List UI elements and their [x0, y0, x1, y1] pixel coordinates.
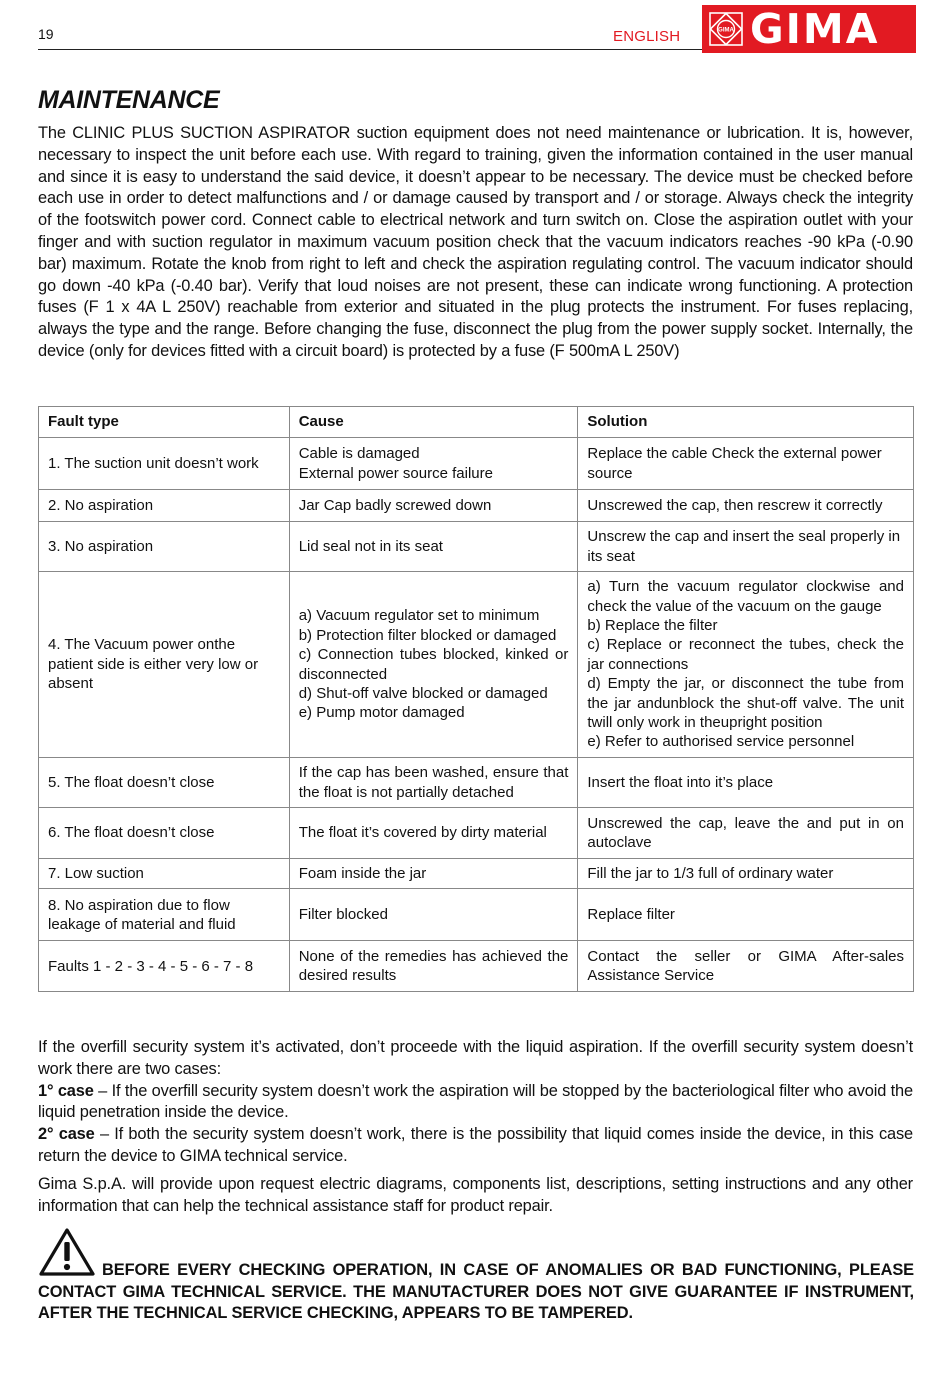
solution-cell	[578, 490, 914, 522]
fault-table	[38, 406, 914, 992]
solution-cell	[578, 808, 914, 859]
fault-cell: 4. The Vacuum power onthe patient side is either very low or absent	[39, 572, 290, 758]
solution-line: c) Replace or reconnect the tubes, check the jar connections	[587, 636, 904, 673]
logo-mark-text: GIMA	[718, 27, 734, 34]
solution-cell	[578, 438, 914, 490]
warning-text: BEFORE EVERY CHECKING OPERATION, IN CASE OF ANOMALIES OR BAD FUNCTIONING, PLEASE CONTACT GIMA TECHNICAL SERVICE. THE MANUTACTURER DOES NOT GIVE GUARANTEE IF INSTRUMENT, AFTER THE TECHNICAL SERVICE CHECKING, APPEARS TO BE TAMPERED.	[38, 1261, 914, 1323]
fault-cell: 6. The float doesn’t close	[39, 808, 290, 859]
case-2-label: 2° case	[38, 1125, 95, 1144]
service-info-paragraph: Gima S.p.A. will provide upon request electric diagrams, components list, descriptions, setting instructions and any other information that can help the technical assistance staff for product repair.	[38, 1174, 913, 1215]
solution-cell	[578, 941, 914, 992]
fault-cell: 3. No aspiration	[39, 522, 290, 572]
table-row	[39, 572, 914, 758]
cause-line: d) Shut-off valve blocked or damaged	[298, 684, 548, 702]
solution-line: a) Turn the vacuum regulator clockwise and check the value of the vacuum on the gauge	[587, 578, 904, 615]
table-row	[39, 758, 914, 808]
solution-line: Insert the float into it’s place	[587, 773, 774, 791]
solution-line: Replace the cable Check the external power source	[587, 445, 882, 482]
table-row	[39, 808, 914, 859]
solution-cell	[578, 758, 914, 808]
table-header-row	[39, 407, 914, 438]
cause-cell	[289, 889, 578, 941]
cause-line: a) Vacuum regulator set to minimum	[298, 607, 540, 625]
solution-cell	[578, 859, 914, 889]
solution-cell	[578, 572, 914, 758]
case-2-text: – If both the security system doesn’t work, there is the possibility that liquid comes inside the device, in this case return the device to GIMA technical service.	[38, 1125, 913, 1165]
cause-line: If the cap has been washed, ensure that the float is not partially detached	[298, 764, 569, 801]
cause-line: External power source failure	[298, 464, 493, 482]
overfill-intro: If the overfill security system it’s activated, don’t proceede with the liquid aspiration. If the overfill security system doesn’t work there are two cases:	[38, 1038, 913, 1078]
cause-cell	[289, 490, 578, 522]
solution-line: Unscrew the cap and insert the seal properly in its seat	[587, 528, 901, 565]
solution-line: Fill the jar to 1/3 full of ordinary water	[587, 865, 834, 882]
header-fault-type: Fault type	[39, 407, 290, 438]
cause-line: Foam inside the jar	[298, 865, 427, 882]
overfill-section	[38, 1037, 913, 1217]
cause-cell	[289, 941, 578, 992]
language-label: ENGLISH	[613, 28, 681, 45]
fault-cell: 2. No aspiration	[39, 490, 290, 522]
solution-line: b) Replace the filter	[587, 616, 718, 634]
header-cause: Cause	[289, 407, 578, 438]
solution-line: e) Refer to authorised service personnel	[587, 733, 855, 751]
logo-text: GIMA	[750, 5, 880, 53]
warning-triangle-icon	[38, 1227, 96, 1277]
table-row	[39, 522, 914, 572]
page-number: 19	[38, 26, 54, 42]
solution-cell	[578, 889, 914, 941]
cause-cell	[289, 808, 578, 859]
cause-cell	[289, 522, 578, 572]
table-row	[39, 941, 914, 992]
cause-line: None of the remedies has achieved the desired results	[298, 948, 569, 985]
cause-cell	[289, 758, 578, 808]
case-1-text: – If the overfill security system doesn’t work the aspiration will be stopped by the bacteriological filter who avoid the liquid penetration inside the device.	[38, 1081, 913, 1122]
fault-cell: 8. No aspiration due to flow leakage of material and fluid	[39, 889, 290, 941]
cause-line: b) Protection filter blocked or damaged	[298, 626, 557, 644]
solution-line: Replace filter	[587, 906, 675, 924]
cause-line: c) Connection tubes blocked, kinked or disconnected	[298, 646, 569, 683]
cause-cell	[289, 438, 578, 490]
cause-cell	[289, 859, 578, 889]
gima-logo	[702, 5, 916, 53]
cause-line: Cable is damaged	[298, 445, 420, 463]
header-solution: Solution	[578, 407, 914, 438]
cause-line: Jar Cap badly screwed down	[298, 496, 492, 514]
cause-cell	[289, 572, 578, 758]
table-row	[39, 889, 914, 941]
case-1-paragraph	[38, 1081, 913, 1125]
fault-cell: 1. The suction unit doesn’t work	[39, 438, 290, 490]
fault-cell: Faults 1 - 2 - 3 - 4 - 5 - 6 - 7 - 8	[39, 941, 290, 992]
fault-cell: 7. Low suction	[39, 859, 290, 889]
solution-line: Contact the seller or GIMA After-sales Assistance Service	[587, 948, 904, 985]
solution-cell	[578, 522, 914, 572]
section-title: MAINTENANCE	[38, 86, 220, 114]
cause-line: Filter blocked	[298, 906, 388, 924]
table-row	[39, 438, 914, 490]
cause-line: Lid seal not in its seat	[298, 537, 443, 555]
case-2-paragraph	[38, 1124, 913, 1168]
cause-line: The float it’s covered by dirty material	[298, 824, 547, 842]
maintenance-intro: The CLINIC PLUS SUCTION ASPIRATOR suction equipment does not need maintenance or lubrication. It is, however, necessary to inspect the unit before each use. With regard to training, given the information contained in the user manual and since it is easy to understand the said device, it doesn’t appear to be necessary. The device must be checked before each use in order to detect malfunctions and / or damage caused by transport and / or storage. Always check the integrity of the footswitch power cord. Connect cable to electrical network and turn switch on. Close the aspiration outlet with your finger and with suction regulator in maximum vacuum position check that the vacuum indicators reaches -90 kPa (-0.90 bar) maximum. Rotate the knob from right to left and check the aspiration regulating control. The vacuum indicator should go down -40 kPa (-0.40 bar). Verify that loud noises are not present, these can indicate wrong functioning. A protection fuses (F 1 x 4A L 250V) reachable from exterior and situated in the plug protects the instrument. For fuses replacing, always the type and the range. Before changing the fuse, disconnect the plug from the power supply socket. Internally, the device (only for devices fitted with a circuit board) is protected by a fuse (F 500mA L 250V)	[38, 124, 913, 360]
solution-line: d) Empty the jar, or disconnect the tube from the jar andunblock the shut-off valve. The unit twill only work in theupright position	[587, 675, 904, 732]
gima-logo-mark-icon	[708, 11, 744, 47]
solution-line: Unscrewed the cap, leave the and put in on autoclave	[587, 814, 904, 851]
warning-block	[38, 1227, 914, 1325]
table-row	[39, 490, 914, 522]
cause-line: e) Pump motor damaged	[298, 704, 465, 722]
table-row	[39, 859, 914, 889]
fault-cell: 5. The float doesn’t close	[39, 758, 290, 808]
case-1-label: 1° case	[38, 1081, 94, 1100]
solution-line: Unscrewed the cap, then rescrew it correctly	[587, 496, 883, 514]
